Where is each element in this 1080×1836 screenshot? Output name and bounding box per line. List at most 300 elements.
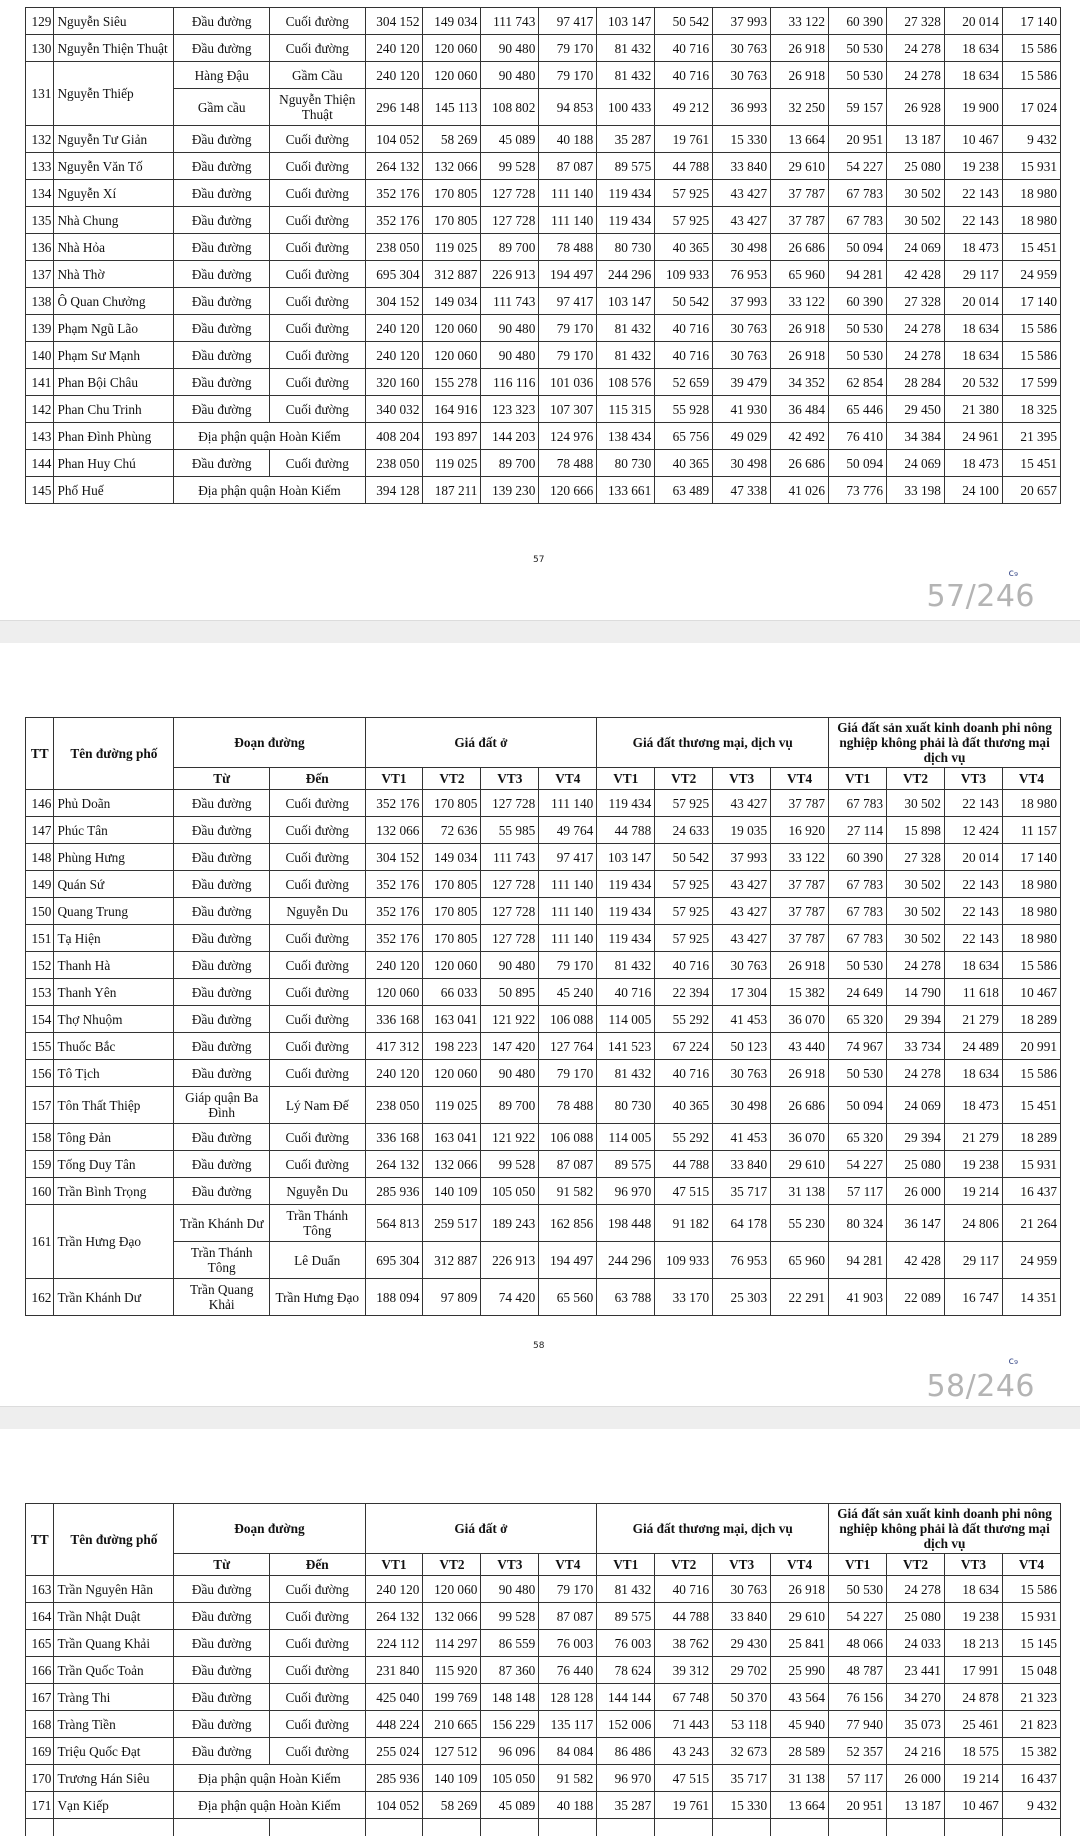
residential-vt3-value: 116 116: [481, 369, 539, 396]
residential-vt4-value: 76 003: [539, 1630, 597, 1657]
commercial-vt1-value: 138 434: [597, 423, 655, 450]
residential-vt2-value: 199 769: [423, 1684, 481, 1711]
nonagri-vt1-value: 60 390: [829, 288, 887, 315]
commercial-vt2-value: 24 633: [655, 817, 713, 844]
residential-vt2-value: 58 269: [423, 126, 481, 153]
nonagri-vt3-value: 19 214: [944, 1765, 1002, 1792]
nonagri-vt3-value: 29 117: [944, 1242, 1002, 1279]
commercial-vt3-value: 30 498: [713, 1087, 771, 1124]
nonagri-vt1-value: 50 530: [829, 342, 887, 369]
residential-vt4-value: 87 087: [539, 1151, 597, 1178]
street-name: Trần Nguyên Hãn: [54, 1576, 174, 1603]
row-number: 146: [26, 790, 54, 817]
land-price-table-page-57: [25, 7, 1061, 504]
commercial-vt3-value: 35 717: [713, 1178, 771, 1205]
residential-vt3-value: 55 985: [481, 817, 539, 844]
residential-vt4-value: 84 084: [539, 1738, 597, 1765]
segment-from: Trần Quang Khải: [174, 1279, 270, 1316]
commercial-vt3-value: 33 840: [713, 153, 771, 180]
commercial-vt2-value: 40 365: [655, 234, 713, 261]
segment-to: Lý Nam Đế: [269, 1087, 365, 1124]
table-row: [26, 1792, 1061, 1819]
nonagri-vt2-value: 33 198: [886, 477, 944, 504]
row-number: 156: [26, 1060, 54, 1087]
segment-from: Giáp quận Ba Đình: [174, 1087, 270, 1124]
nonagri-vt3-value: 24 806: [944, 1205, 1002, 1242]
commercial-vt4-value: 33 122: [771, 288, 829, 315]
commercial-vt2-value: 109 933: [655, 1242, 713, 1279]
segment-from: Đầu đường: [174, 1124, 270, 1151]
header-vt2: VT2: [655, 1554, 713, 1576]
commercial-vt3-value: 33 840: [713, 1151, 771, 1178]
nonagri-vt2-value: 30 502: [887, 925, 945, 952]
header-vt2: VT2: [887, 1554, 945, 1576]
segment-from: Đầu đường: [174, 8, 270, 35]
residential-vt1-value: 425 040: [365, 1684, 423, 1711]
header-residential-price: Giá đất ở: [365, 1504, 597, 1554]
street-name: Nguyễn Xí: [54, 180, 174, 207]
residential-vt3-value: 127 728: [481, 871, 539, 898]
commercial-vt4-value: 31 138: [771, 1178, 829, 1205]
nonagri-vt3-value: 12 424: [944, 817, 1002, 844]
residential-vt4-value: 91 582: [539, 1765, 597, 1792]
residential-vt3-value: 111 743: [481, 844, 539, 871]
residential-vt1-value: 240 120: [365, 1060, 423, 1087]
partial-cell: [771, 1819, 829, 1836]
nonagri-vt1-value: 20 951: [829, 1792, 887, 1819]
nonagri-vt2-value: 24 278: [886, 342, 944, 369]
partial-cell: [54, 1819, 174, 1836]
partial-cell: [597, 1819, 655, 1836]
nonagri-vt3-value: 22 143: [944, 180, 1002, 207]
partial-cell: [174, 1819, 270, 1836]
street-name: Thuốc Bắc: [54, 1033, 174, 1060]
header-vt2: VT2: [423, 768, 481, 790]
header-commercial-price: Giá đất thương mại, dịch vụ: [597, 1504, 829, 1554]
residential-vt2-value: 97 809: [423, 1279, 481, 1316]
commercial-vt3-value: 43 427: [713, 207, 771, 234]
row-number: 161: [26, 1205, 54, 1279]
commercial-vt3-value: 43 427: [713, 898, 771, 925]
segment-to: Cuối đường: [269, 207, 365, 234]
nonagri-vt3-value: 21 279: [944, 1006, 1002, 1033]
commercial-vt1-value: 80 730: [597, 450, 655, 477]
row-number: 152: [26, 952, 54, 979]
commercial-vt1-value: 119 434: [597, 790, 655, 817]
street-name: Nguyễn Thiện Thuật: [54, 35, 174, 62]
segment-to: Cuối đường: [269, 8, 365, 35]
commercial-vt1-value: 103 147: [597, 8, 655, 35]
segment-area: Địa phận quận Hoàn Kiếm: [174, 423, 365, 450]
nonagri-vt1-value: 77 940: [829, 1711, 887, 1738]
nonagri-vt1-value: 48 066: [829, 1630, 887, 1657]
residential-vt4-value: 78 488: [539, 450, 597, 477]
table-row: [26, 126, 1061, 153]
header-from: Từ: [174, 1554, 270, 1576]
segment-from: Đầu đường: [174, 1657, 270, 1684]
residential-vt2-value: 119 025: [423, 234, 481, 261]
residential-vt3-value: 148 148: [481, 1684, 539, 1711]
nonagri-vt1-value: 50 530: [829, 35, 887, 62]
nonagri-vt4-value: 17 599: [1002, 369, 1060, 396]
nonagri-vt2-value: 25 080: [887, 1603, 945, 1630]
residential-vt1-value: 304 152: [365, 288, 423, 315]
nonagri-vt3-value: 18 634: [944, 1060, 1002, 1087]
nonagri-vt2-value: 25 080: [887, 1151, 945, 1178]
segment-to: Cuối đường: [269, 1711, 365, 1738]
commercial-vt3-value: 30 498: [713, 234, 771, 261]
header-nonagri-price: Giá đất sản xuất kinh doanh phi nông nghiệp không phải là đất thương mại dịch vụ: [829, 718, 1061, 768]
nonagri-vt4-value: 18 289: [1002, 1006, 1060, 1033]
commercial-vt4-value: 13 664: [771, 1792, 829, 1819]
commercial-vt1-value: 81 432: [597, 35, 655, 62]
commercial-vt1-value: 76 003: [597, 1630, 655, 1657]
commercial-vt4-value: 26 918: [771, 952, 829, 979]
commercial-vt3-value: 30 763: [713, 1060, 771, 1087]
segment-from: Trần Thánh Tông: [174, 1242, 270, 1279]
segment-to: Cuối đường: [269, 396, 365, 423]
residential-vt1-value: 240 120: [365, 342, 423, 369]
header-vt4: VT4: [771, 768, 829, 790]
nonagri-vt2-value: 26 000: [887, 1765, 945, 1792]
partial-cell: [829, 1819, 887, 1836]
commercial-vt2-value: 91 182: [655, 1205, 713, 1242]
table-row: [26, 8, 1061, 35]
residential-vt3-value: 90 480: [481, 62, 539, 89]
street-name: Nguyễn Thiếp: [54, 62, 174, 126]
residential-vt4-value: 79 170: [539, 1060, 597, 1087]
partial-cell: [481, 1819, 539, 1836]
residential-vt3-value: 127 728: [481, 207, 539, 234]
nonagri-vt2-value: 24 069: [886, 450, 944, 477]
segment-from: Đầu đường: [174, 1630, 270, 1657]
street-name: Nguyễn Văn Tố: [54, 153, 174, 180]
table-row: [26, 423, 1061, 450]
nonagri-vt4-value: 15 586: [1002, 1060, 1060, 1087]
street-name: Trần Nhật Duật: [54, 1603, 174, 1630]
commercial-vt3-value: 30 763: [713, 952, 771, 979]
nonagri-vt4-value: 15 451: [1002, 1087, 1060, 1124]
nonagri-vt2-value: 24 278: [887, 952, 945, 979]
residential-vt2-value: 163 041: [423, 1006, 481, 1033]
commercial-vt4-value: 29 610: [771, 153, 829, 180]
residential-vt4-value: 101 036: [539, 369, 597, 396]
nonagri-vt3-value: 18 634: [944, 62, 1002, 89]
header-to: Đến: [269, 768, 365, 790]
commercial-vt4-value: 31 138: [771, 1765, 829, 1792]
residential-vt1-value: 336 168: [365, 1006, 423, 1033]
table-row: [26, 396, 1061, 423]
commercial-vt3-value: 37 993: [713, 844, 771, 871]
header-vt3: VT3: [481, 768, 539, 790]
header-vt3: VT3: [481, 1554, 539, 1576]
commercial-vt4-value: 26 918: [771, 315, 829, 342]
nonagri-vt1-value: 67 783: [829, 925, 887, 952]
street-name: Phủ Doãn: [54, 790, 174, 817]
residential-vt3-value: 127 728: [481, 180, 539, 207]
nonagri-vt2-value: 34 270: [887, 1684, 945, 1711]
nonagri-vt1-value: 60 390: [829, 844, 887, 871]
nonagri-vt2-value: 24 033: [887, 1630, 945, 1657]
segment-to: Nguyễn Du: [269, 1178, 365, 1205]
nonagri-vt4-value: 14 351: [1002, 1279, 1060, 1316]
nonagri-vt1-value: 50 530: [829, 1060, 887, 1087]
commercial-vt1-value: 108 576: [597, 369, 655, 396]
commercial-vt4-value: 28 589: [771, 1738, 829, 1765]
header-tt: TT: [26, 718, 54, 790]
segment-from: Đầu đường: [174, 396, 270, 423]
segment-from: Đầu đường: [174, 979, 270, 1006]
commercial-vt1-value: 81 432: [597, 1576, 655, 1603]
commercial-vt1-value: 80 730: [597, 1087, 655, 1124]
residential-vt1-value: 394 128: [365, 477, 423, 504]
table-row-partial: [26, 1819, 1061, 1836]
nonagri-vt1-value: 73 776: [829, 477, 887, 504]
nonagri-vt3-value: 18 213: [944, 1630, 1002, 1657]
nonagri-vt4-value: 18 980: [1002, 925, 1060, 952]
header-from: Từ: [174, 768, 270, 790]
nonagri-vt1-value: 67 783: [829, 180, 887, 207]
commercial-vt2-value: 57 925: [655, 207, 713, 234]
nonagri-vt1-value: 65 320: [829, 1124, 887, 1151]
nonagri-vt4-value: 18 980: [1002, 871, 1060, 898]
header-segment: Đoạn đường: [174, 1504, 365, 1554]
row-number: 138: [26, 288, 54, 315]
nonagri-vt4-value: 17 024: [1002, 89, 1060, 126]
commercial-vt4-value: 26 918: [771, 1576, 829, 1603]
residential-vt3-value: 139 230: [481, 477, 539, 504]
street-name: Trần Quốc Toản: [54, 1657, 174, 1684]
row-number: 148: [26, 844, 54, 871]
residential-vt1-value: 104 052: [365, 1792, 423, 1819]
segment-from: Đầu đường: [174, 844, 270, 871]
residential-vt2-value: 132 066: [423, 1151, 481, 1178]
row-number: 157: [26, 1087, 54, 1124]
residential-vt2-value: 114 297: [423, 1630, 481, 1657]
commercial-vt1-value: 119 434: [597, 925, 655, 952]
partial-cell: [423, 1819, 481, 1836]
nonagri-vt1-value: 57 117: [829, 1765, 887, 1792]
residential-vt4-value: 87 087: [539, 153, 597, 180]
residential-vt3-value: 45 089: [481, 1792, 539, 1819]
row-number: 130: [26, 35, 54, 62]
commercial-vt1-value: 152 006: [597, 1711, 655, 1738]
nonagri-vt4-value: 15 451: [1002, 450, 1060, 477]
row-number: 159: [26, 1151, 54, 1178]
residential-vt2-value: 170 805: [423, 871, 481, 898]
table-row: [26, 871, 1061, 898]
commercial-vt2-value: 71 443: [655, 1711, 713, 1738]
header-vt3: VT3: [944, 768, 1002, 790]
nonagri-vt2-value: 42 428: [886, 261, 944, 288]
segment-from: Đầu đường: [174, 261, 270, 288]
commercial-vt3-value: 32 673: [713, 1738, 771, 1765]
residential-vt3-value: 147 420: [481, 1033, 539, 1060]
residential-vt3-value: 90 480: [481, 952, 539, 979]
commercial-vt2-value: 19 761: [655, 1792, 713, 1819]
nonagri-vt4-value: 20 657: [1002, 477, 1060, 504]
street-name: Trương Hán Siêu: [54, 1765, 174, 1792]
table-row: [26, 790, 1061, 817]
nonagri-vt2-value: 27 328: [887, 844, 945, 871]
street-name: Triệu Quốc Đạt: [54, 1738, 174, 1765]
commercial-vt3-value: 30 763: [713, 1576, 771, 1603]
header-vt2: VT2: [887, 768, 945, 790]
commercial-vt3-value: 76 953: [713, 1242, 771, 1279]
commercial-vt4-value: 37 787: [771, 898, 829, 925]
commercial-vt1-value: 119 434: [597, 180, 655, 207]
table-header: [26, 718, 1061, 790]
commercial-vt1-value: 78 624: [597, 1657, 655, 1684]
commercial-vt4-value: 26 686: [771, 234, 829, 261]
commercial-vt4-value: 36 070: [771, 1124, 829, 1151]
nonagri-vt3-value: 18 634: [944, 315, 1002, 342]
commercial-vt2-value: 22 394: [655, 979, 713, 1006]
nonagri-vt3-value: 18 634: [944, 1576, 1002, 1603]
nonagri-vt1-value: 50 530: [829, 315, 887, 342]
segment-to: Cuối đường: [269, 1124, 365, 1151]
segment-to: Cuối đường: [269, 871, 365, 898]
table-row: [26, 288, 1061, 315]
segment-to: Cuối đường: [269, 35, 365, 62]
commercial-vt1-value: 114 005: [597, 1006, 655, 1033]
commercial-vt2-value: 40 716: [655, 62, 713, 89]
commercial-vt4-value: 26 918: [771, 62, 829, 89]
nonagri-vt4-value: 20 991: [1002, 1033, 1060, 1060]
commercial-vt2-value: 47 515: [655, 1178, 713, 1205]
segment-to: Lê Duẩn: [269, 1242, 365, 1279]
residential-vt1-value: 120 060: [365, 979, 423, 1006]
page-separator: [0, 620, 1080, 644]
nonagri-vt4-value: 18 325: [1002, 396, 1060, 423]
header-vt4: VT4: [1002, 1554, 1060, 1576]
row-number: 164: [26, 1603, 54, 1630]
nonagri-vt3-value: 24 100: [944, 477, 1002, 504]
commercial-vt2-value: 55 292: [655, 1124, 713, 1151]
segment-to: Cuối đường: [269, 369, 365, 396]
commercial-vt4-value: 29 610: [771, 1151, 829, 1178]
segment-to: Cuối đường: [269, 450, 365, 477]
nonagri-vt2-value: 26 000: [887, 1178, 945, 1205]
commercial-vt3-value: 64 178: [713, 1205, 771, 1242]
commercial-vt2-value: 19 761: [655, 126, 713, 153]
nonagri-vt4-value: 15 586: [1002, 35, 1060, 62]
header-row-sub: [26, 1554, 1061, 1576]
header-commercial-price: Giá đất thương mại, dịch vụ: [597, 718, 829, 768]
residential-vt3-value: 189 243: [481, 1205, 539, 1242]
nonagri-vt1-value: 54 227: [829, 1151, 887, 1178]
commercial-vt1-value: 96 970: [597, 1765, 655, 1792]
table-row: [26, 1242, 1061, 1279]
street-name: Tống Duy Tân: [54, 1151, 174, 1178]
nonagri-vt4-value: 15 145: [1002, 1630, 1060, 1657]
commercial-vt1-value: 119 434: [597, 207, 655, 234]
nonagri-vt2-value: 26 928: [886, 89, 944, 126]
segment-to: Cuối đường: [269, 126, 365, 153]
residential-vt3-value: 86 559: [481, 1630, 539, 1657]
residential-vt3-value: 123 323: [481, 396, 539, 423]
residential-vt3-value: 99 528: [481, 1151, 539, 1178]
segment-to: Cuối đường: [269, 952, 365, 979]
commercial-vt4-value: 41 026: [771, 477, 829, 504]
partial-cell: [539, 1819, 597, 1836]
residential-vt1-value: 285 936: [365, 1765, 423, 1792]
commercial-vt1-value: 63 788: [597, 1279, 655, 1316]
header-row-groups: [26, 718, 1061, 768]
residential-vt2-value: 115 920: [423, 1657, 481, 1684]
street-name: Phan Chu Trinh: [54, 396, 174, 423]
street-name: Quán Sứ: [54, 871, 174, 898]
residential-vt2-value: 120 060: [423, 62, 481, 89]
residential-vt1-value: 695 304: [365, 261, 423, 288]
nonagri-vt4-value: 10 467: [1002, 979, 1060, 1006]
header-vt3: VT3: [713, 768, 771, 790]
table-row: [26, 153, 1061, 180]
commercial-vt4-value: 36 484: [771, 396, 829, 423]
nonagri-vt1-value: 50 094: [829, 234, 887, 261]
commercial-vt2-value: 55 292: [655, 1006, 713, 1033]
nonagri-vt3-value: 24 878: [944, 1684, 1002, 1711]
commercial-vt3-value: 50 370: [713, 1684, 771, 1711]
header-street-name: Tên đường phố: [54, 1504, 174, 1576]
residential-vt1-value: 264 132: [365, 1603, 423, 1630]
nonagri-vt3-value: 22 143: [944, 207, 1002, 234]
commercial-vt2-value: 40 716: [655, 342, 713, 369]
residential-vt2-value: 170 805: [423, 790, 481, 817]
table-row: [26, 207, 1061, 234]
commercial-vt2-value: 57 925: [655, 871, 713, 898]
commercial-vt1-value: 80 730: [597, 234, 655, 261]
nonagri-vt1-value: 80 324: [829, 1205, 887, 1242]
commercial-vt1-value: 133 661: [597, 477, 655, 504]
residential-vt1-value: 132 066: [365, 817, 423, 844]
street-name: Trần Khánh Dư: [54, 1279, 174, 1316]
residential-vt4-value: 49 764: [539, 817, 597, 844]
residential-vt2-value: 312 887: [423, 261, 481, 288]
residential-vt1-value: 240 120: [365, 35, 423, 62]
table-row: [26, 1151, 1061, 1178]
commercial-vt3-value: 15 330: [713, 126, 771, 153]
residential-vt2-value: 149 034: [423, 844, 481, 871]
street-name: Phạm Ngũ Lão: [54, 315, 174, 342]
table-row: [26, 952, 1061, 979]
segment-from: Đầu đường: [174, 207, 270, 234]
commercial-vt4-value: 26 686: [771, 1087, 829, 1124]
commercial-vt3-value: 35 717: [713, 1765, 771, 1792]
table-row: [26, 1738, 1061, 1765]
table-row: [26, 1630, 1061, 1657]
row-number: 170: [26, 1765, 54, 1792]
nonagri-vt4-value: 15 586: [1002, 62, 1060, 89]
nonagri-vt3-value: 16 747: [944, 1279, 1002, 1316]
commercial-vt2-value: 44 788: [655, 1603, 713, 1630]
residential-vt2-value: 132 066: [423, 153, 481, 180]
nonagri-vt3-value: 18 634: [944, 342, 1002, 369]
nonagri-vt1-value: 65 320: [829, 1006, 887, 1033]
commercial-vt1-value: 144 144: [597, 1684, 655, 1711]
street-name: Nguyễn Siêu: [54, 8, 174, 35]
nonagri-vt1-value: 76 156: [829, 1684, 887, 1711]
segment-to: Cuối đường: [269, 1630, 365, 1657]
commercial-vt1-value: 103 147: [597, 844, 655, 871]
row-number: 137: [26, 261, 54, 288]
row-number: 150: [26, 898, 54, 925]
header-row-groups: [26, 1504, 1061, 1554]
commercial-vt4-value: 37 787: [771, 790, 829, 817]
header-vt4: VT4: [539, 1554, 597, 1576]
residential-vt4-value: 124 976: [539, 423, 597, 450]
nonagri-vt4-value: 24 959: [1002, 1242, 1060, 1279]
